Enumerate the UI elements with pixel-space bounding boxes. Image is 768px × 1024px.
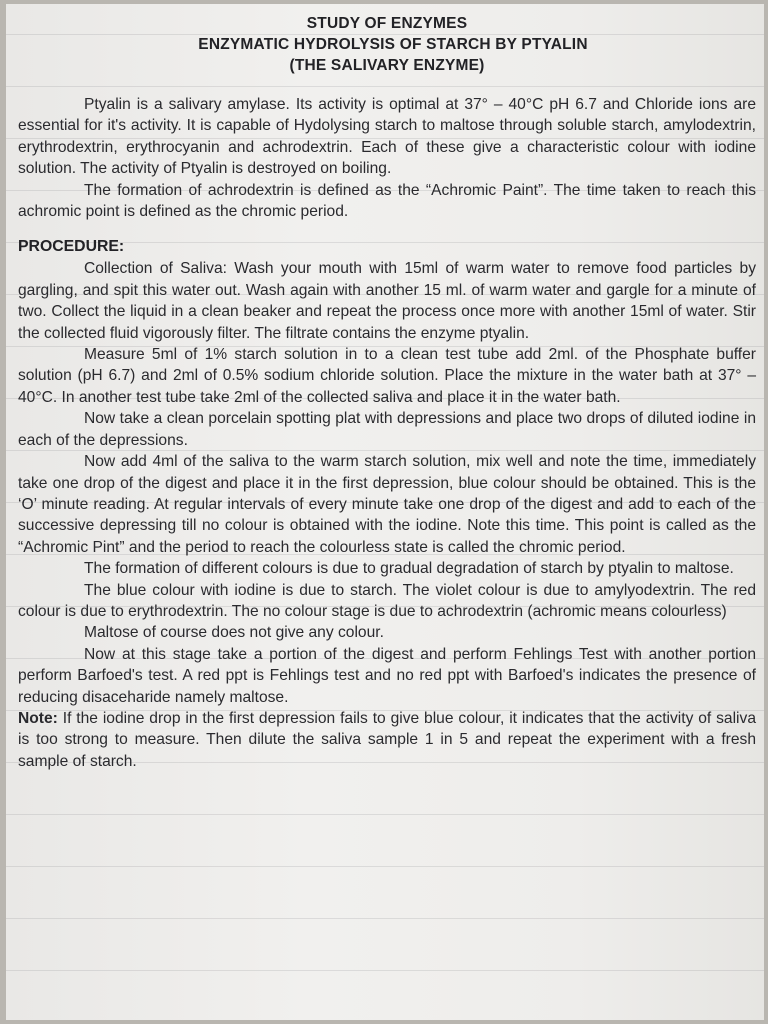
document-body (18, 13, 756, 772)
procedure-paragraph-starch-mixture: Measure 5ml of 1% starch solution in to a clean test tube add 2ml. of the Phosphate buffer solution (pH 6.7) and 2ml of 0.5% sodium chloride solution. Place the mixture in the water bath at 37° – 40°C. In another test tube take 2ml of the collected saliva and place it in the water bath. (18, 346, 756, 406)
procedure-paragraph-saliva-collection: Collection of Saliva: Wash your mouth with 15ml of warm water to remove food particles by gargling, and spit this water out. Wash again with another 15 ml. of warm water and gargle for a minute of two. Collect the liquid in a clean beaker and repeat the process once more with another 15ml of water. Stir the collected fluid vigorously filter. The filtrate contains the enzyme ptyalin. (18, 260, 756, 342)
title-line-2: ENZYMATIC HYDROLYSIS OF STARCH BY PTYALIN (198, 36, 588, 53)
procedure-paragraph-fehlings-barfoeds: Now at this stage take a portion of the digest and perform Fehlings Test with another portion perform Barfoed's test. A red ppt is Fehlings test and no red ppt with Barfoed's indicates the presence of reducing disaceharide namely maltose. (18, 645, 756, 706)
note-paragraph (18, 708, 756, 772)
note-text: If the iodine drop in the first depression fails to give blue colour, it indicates that the activity of saliva is too strong to measure. Then dilute the saliva sample 1 in 5 and repeat the experiment with a fresh sample of starch. (18, 709, 756, 770)
procedure-paragraph-colour-formation: The formation of different colours is due to gradual degradation of starch by ptyalin to maltose. (84, 560, 734, 578)
procedure-paragraph-maltose: Maltose of course does not give any colour. (84, 624, 384, 642)
document-page (6, 4, 764, 1020)
intro-paragraph-1: Ptyalin is a salivary amylase. Its activity is optimal at 37° – 40°C pH 6.7 and Chloride ions are essential for it's activity. It is capable of Hydolysing starch to maltose through soluble starch, amylodextrin, erythrodextrin, erythrocyanin and achrodextrin. Each of these give a characteristic colour with iodine solution. The activity of Ptyalin is destroyed on boiling. (18, 96, 756, 178)
intro-paragraph-2: The formation of achrodextrin is defined as the “Achromic Paint”. The time taken to reach this achromic point is defined as the chromic period. (18, 181, 756, 221)
note-label: Note: (18, 709, 58, 727)
title-line-3: (THE SALIVARY ENZYME) (289, 57, 485, 74)
title-line-1: STUDY OF ENZYMES (306, 15, 468, 32)
procedure-paragraph-spotting-plate: Now take a clean porcelain spotting plat with depressions and place two drops of diluted iodine in each of the depressions. (18, 410, 756, 449)
procedure-paragraph-colour-causes: The blue colour with iodine is due to starch. The violet colour is due to amylyodextrin. The red colour is due to erythrodextrin. The no colour stage is due to achrodextrin (achromic means colourless) (18, 581, 756, 620)
procedure-heading: PROCEDURE: (18, 238, 125, 256)
document-title (18, 13, 756, 76)
procedure-paragraph-digest-timing: Now add 4ml of the saliva to the warm starch solution, mix well and note the time, immediately take one drop of the digest and place it in the first depression, blue colour should be obtained. This is the ‘O’ minute reading. At regular intervals of every minute take one drop of the digest and add to each of the successive depressing till no colour is obtained with the iodine. Note this time. This point is called as the “Achromic Pint” and the period to reach the colourless state is called the chromic period. (18, 453, 756, 556)
